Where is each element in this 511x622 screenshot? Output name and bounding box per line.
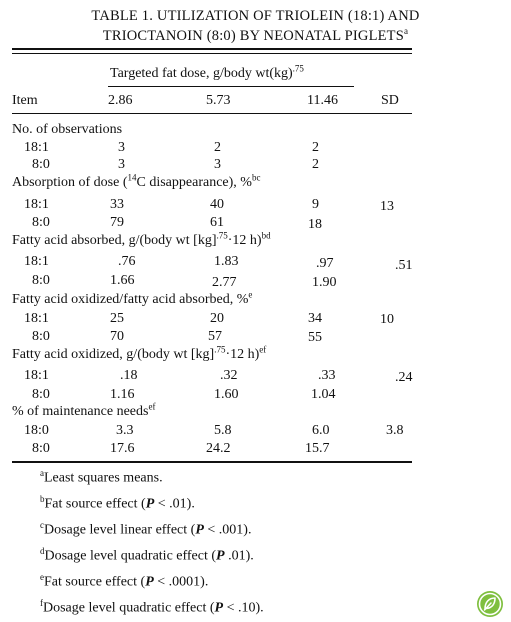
row-label: 8:0	[32, 157, 50, 172]
section-label-text: % of maintenance needs	[12, 404, 149, 419]
table-cell: .32	[220, 368, 238, 383]
top-rule-thick	[12, 48, 412, 50]
footnote-mark: d	[40, 546, 45, 556]
table-cell: 40	[210, 197, 224, 212]
table-cell: 6.0	[312, 423, 330, 438]
table-cell: 24.2	[206, 441, 231, 456]
footnote-mark: c	[40, 520, 44, 530]
dose-span-exponent: .75	[292, 63, 304, 74]
table-cell: 2	[312, 157, 319, 172]
table-cell: 57	[208, 329, 222, 344]
footnote-mark: ef	[148, 401, 156, 412]
table-cell: 2	[312, 140, 319, 155]
row-label: 8:0	[32, 215, 50, 230]
footnote-mark: bc	[251, 172, 261, 183]
p-symbol: P	[145, 496, 155, 512]
row-label: 18:1	[24, 197, 49, 212]
section-label: No. of observations	[12, 122, 123, 137]
footnote-text: < .10).	[223, 600, 264, 616]
footnote-mark: e	[248, 289, 253, 300]
leaf-badge-icon	[476, 590, 504, 618]
table-cell: 5.8	[214, 423, 232, 438]
footnote-a	[40, 468, 163, 487]
table-cell: 3.3	[116, 423, 134, 438]
footnote-text: Dosage level linear effect (	[44, 522, 196, 538]
p-symbol: P	[145, 574, 154, 590]
table-cell: 2.77	[212, 275, 237, 290]
row-label: 8:0	[32, 273, 50, 288]
footnote-c	[40, 520, 251, 539]
footnote-mark: a	[40, 468, 44, 478]
section-label-text: Fatty acid absorbed, g/(body wt [kg]	[12, 233, 217, 248]
table-title-line2-text: TRIOCTANOIN (8:0) BY NEONATAL PIGLETS	[102, 27, 405, 44]
footnote-d	[40, 546, 254, 565]
row-label: 18:1	[24, 368, 49, 383]
section-label	[12, 344, 267, 363]
p-symbol: P	[214, 600, 224, 616]
row-label: 8:0	[32, 329, 50, 344]
table-cell: .97	[316, 256, 334, 271]
table-cell: 55	[308, 330, 322, 345]
section-label-tail: ·12 h)	[225, 347, 260, 362]
top-rule-thin	[12, 53, 412, 54]
section-label	[12, 172, 261, 191]
table-cell: .33	[318, 368, 336, 383]
footnote-b	[40, 494, 195, 513]
table-title-footnote-mark: a	[404, 26, 409, 36]
footnote-text: Fat source effect (	[44, 496, 146, 512]
bottom-rule	[12, 461, 412, 463]
table-cell-sd: .24	[395, 370, 413, 385]
footnote-text: Dosage level quadratic effect (	[44, 548, 217, 564]
table-title-line1: TABLE 1. UTILIZATION OF TRIOLEIN (18:1) AND	[91, 8, 420, 24]
col-header-sd: SD	[381, 93, 399, 108]
table-cell: .76	[118, 254, 136, 269]
table-cell: 1.16	[110, 387, 135, 402]
footnote-text: Fat source effect (	[44, 574, 146, 590]
table-cell: 33	[110, 197, 124, 212]
row-label: 8:0	[32, 387, 50, 402]
table-cell: 3	[118, 157, 125, 172]
table-cell: 17.6	[110, 441, 135, 456]
footnote-text: < .0001).	[153, 574, 209, 590]
table-cell: .18	[120, 368, 138, 383]
table-cell: 1.83	[214, 254, 239, 269]
p-symbol: P	[216, 548, 225, 564]
table-cell: 3	[118, 140, 125, 155]
table-cell: 70	[110, 329, 124, 344]
footnote-mark: e	[40, 572, 44, 582]
footnote-text: Dosage level quadratic effect (	[43, 600, 215, 616]
table-cell: 18	[308, 217, 322, 232]
footnote-text: .01).	[224, 548, 254, 564]
col-header-item: Item	[12, 93, 38, 108]
table-cell: 25	[110, 311, 124, 326]
table-cell-sd: 10	[380, 312, 394, 327]
p-symbol: P	[195, 522, 204, 538]
col-header-dose-2: 5.73	[206, 93, 231, 108]
table-cell: 1.90	[312, 275, 337, 290]
dose-span-label: Targeted fat dose, g/body wt(kg)	[110, 66, 293, 81]
row-label: 8:0	[32, 441, 50, 456]
dose-span-rule	[108, 86, 354, 87]
table-cell: 34	[308, 311, 322, 326]
footnote-e	[40, 572, 208, 591]
section-label-text: Fatty acid oxidized, g/(body wt [kg]	[12, 347, 215, 362]
exponent-superscript: .75	[214, 344, 226, 355]
footnote-text: < .01).	[154, 496, 195, 512]
row-label: 18:1	[24, 140, 49, 155]
table-cell-sd: .51	[395, 258, 413, 273]
row-label: 18:0	[24, 423, 49, 438]
footnote-text: < .001).	[203, 522, 252, 538]
table-cell: 1.04	[311, 387, 336, 402]
col-header-dose-1: 2.86	[108, 93, 133, 108]
row-label: 18:1	[24, 254, 49, 269]
exponent-superscript: .75	[216, 230, 228, 241]
dose-span-header	[110, 63, 304, 82]
isotope-superscript: 14	[127, 172, 137, 183]
footnote-mark: f	[40, 598, 43, 608]
section-label	[12, 230, 271, 249]
table-cell: 79	[110, 215, 124, 230]
section-label-text: Fatty acid oxidized/fatty acid absorbed, %	[12, 292, 249, 307]
table-cell: 61	[210, 215, 224, 230]
section-label	[12, 289, 253, 308]
footnote-mark: b	[40, 494, 45, 504]
footnote-text: Least squares means.	[44, 470, 163, 486]
col-header-dose-3: 11.46	[307, 93, 338, 108]
table-cell: 15.7	[305, 441, 330, 456]
header-bottom-rule	[12, 113, 412, 114]
table-cell-sd: 3.8	[386, 423, 404, 438]
section-label-tail: ·12 h)	[227, 233, 262, 248]
table-cell: 3	[214, 157, 221, 172]
footnote-mark: bd	[261, 230, 271, 241]
section-label-text: Absorption of dose (	[12, 175, 128, 190]
table-cell-sd: 13	[380, 199, 394, 214]
table-cell: 20	[210, 311, 224, 326]
section-label	[12, 401, 156, 420]
section-label-tail: C disappearance), %	[136, 175, 252, 190]
footnote-mark: ef	[259, 344, 267, 355]
table-cell: 1.60	[214, 387, 239, 402]
table-cell: 1.66	[110, 273, 135, 288]
table-title-line2	[0, 26, 511, 45]
footnote-f	[40, 598, 264, 617]
table-cell: 9	[312, 197, 319, 212]
row-label: 18:1	[24, 311, 49, 326]
table-cell: 2	[214, 140, 221, 155]
